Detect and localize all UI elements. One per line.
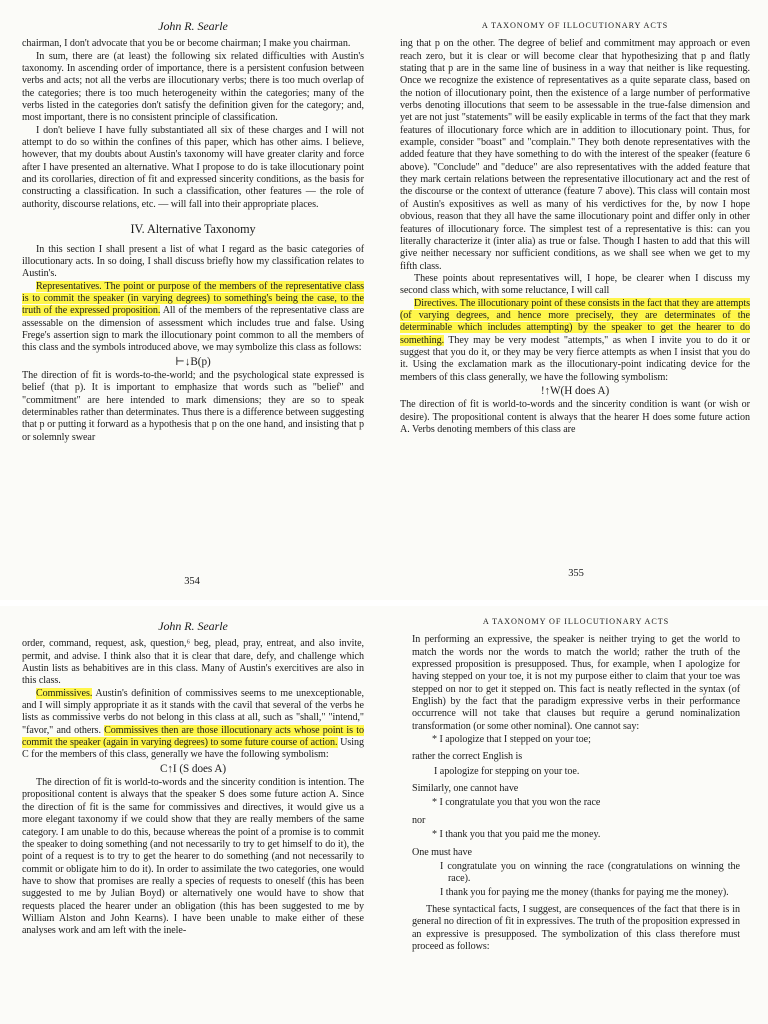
paragraph-text: They may be very modest "attempts," as when I invite you to do it or suggest that you do it, or they may be very fierce attempts as when I insist that you do it. Using the exclamation mark as the illocutionary-point indicating device for the members of this class generally, we have the following symbolism: bbox=[400, 334, 750, 383]
page-356 bbox=[0, 606, 384, 1024]
paragraph: The direction of fit is world-to-words and the sincerity condition is want (or wish or desire). The propositional content is always that the hearer H does some future action A. Verbs denoting members of this class are bbox=[400, 399, 750, 435]
page-357-body bbox=[412, 616, 740, 953]
symbolic-formula: ⊢↓B(p) bbox=[175, 355, 211, 368]
section-heading: IV. Alternative Taxonomy bbox=[130, 222, 256, 237]
paragraph: In this section I shall present a list of what I regard as the basic categories of illocutionary acts. In so doing, I shall discuss briefly how my classification relates to Austin's. bbox=[22, 243, 364, 280]
example-sentence: I congratulate you on winning the race (congratulations on winning the race). bbox=[440, 860, 740, 885]
paragraph: These points about representatives will, I hope, be clearer when I discuss my second class which, with some reluctance, I will call bbox=[400, 272, 750, 297]
connecting-text: Similarly, one cannot have bbox=[412, 783, 519, 795]
page-354-body bbox=[22, 20, 364, 444]
page-355 bbox=[384, 0, 768, 600]
paragraph: order, command, request, ask, question,⁶ beg, plead, pray, entreat, and also invite, permit, and advise. I think also that it is clear that dare, defy, and challenge which Austin lists as behabitives are in this class. Many of Austin's exercitives are also in this class. bbox=[22, 638, 364, 687]
paragraph-text: All of the members of the representative class are assessable on the dimension of assessment which includes true and false. Using Frege's assertion sign to mark the illocutionary point common to all the members of this class and the symbols introduced above, we may symbolize this class as follows: bbox=[22, 305, 365, 354]
paragraph-text: Austin's definition of commissives seems to me unexceptionable, and I will simply appropriate it as it stands with the cavil that several of the verbs he lists as commissive verbs do not belong in this class at all, such as "shall," "intend," "favor," and others. bbox=[22, 687, 364, 736]
running-head-author: John R. Searle bbox=[158, 19, 228, 33]
page-357 bbox=[384, 606, 768, 1024]
highlighted-text: Commissives. bbox=[36, 687, 93, 699]
page-354 bbox=[0, 0, 384, 600]
page-number: 355 bbox=[568, 568, 584, 579]
page-355-body bbox=[400, 20, 750, 436]
running-head-title: A TAXONOMY OF ILLOCUTIONARY ACTS bbox=[482, 617, 670, 626]
paragraph-representatives bbox=[22, 281, 364, 355]
paragraph: I don't believe I have fully substantiated all six of these charges and I will not attempt to do so within the confines of this paper, which has other aims. I believe, however, that my doubts about Austin's taxonomy will have greater clarity and force after I have presented an alternative. What I propose to do is take illocutionary point and its corollaries, direction of fit and expressed sincerity conditions, as the basis for constructing a classification. In such a classification, other features — the role of authority, discourse relations, etc. — will fall into their appropriate places. bbox=[22, 124, 364, 210]
paragraph: The direction of fit is words-to-the-world; and the psychological state expressed is belief (that p). It is important to emphasize that words such as "belief" and "commitment" are here intended to mark dimensions; they are so to speak determinables rather than determinates. Thus there is a difference between suggesting that p or putting it forward as a hypothesis that p on the one hand, and insisting that p or solemnly swear bbox=[22, 369, 364, 443]
paragraph: These syntactical facts, I suggest, are consequences of the fact that there is in general no direction of fit in expressives. The truth of the proposition expressed in an expressive is presupposed. The symbolization of this class therefore must proceed as follows: bbox=[412, 903, 740, 952]
symbolic-formula: C↑I (S does A) bbox=[159, 762, 227, 775]
paragraph: In performing an expressive, the speaker is neither trying to get the world to match the words nor the words to match the world; rather the truth of the expressed proposition is presupposed. Thus, for example, when I apologize for having stepped on your toe, it is not my purpose either to claim that your toe was stepped on nor to get it stepped on. This fact is neatly reflected in the syntax (of English) by the fact that the paradigm expressive verbs in their performance occurrence will not take that clauses but require a gerund nominalization transformation (or some other nominal). One cannot say: bbox=[412, 634, 740, 732]
example-sentence: I apologize for stepping on your toe. bbox=[434, 765, 580, 777]
example-sentence: * I thank you that you paid me the money. bbox=[432, 829, 601, 841]
highlighted-text: Representatives. The point or purpose of the members of the representative class is to commit the speaker (in varying degrees) to something's being the case, to the truth of the expressed proposition. bbox=[22, 280, 364, 317]
paragraph: chairman, I don't advocate that you be or become chairman; I make you chairman. bbox=[22, 38, 351, 50]
paragraph-commissives bbox=[22, 688, 364, 762]
paragraph: In sum, there are (at least) the following six related difficulties with Austin's taxonomy. In ascending order of importance, there is a persistent confusion between verbs and acts; not all the verbs are illocutionary verbs; there is too much overlap of the categories; there is too much heterogeneity within the categories; many of the verbs listed in the categories don't satisfy the definition given for the category; and, most important, there is no consistent principle of classification. bbox=[22, 50, 364, 124]
example-sentence: I thank you for paying me the money (thanks for paying me the money). bbox=[440, 886, 729, 898]
symbolic-formula: !↑W(H does A) bbox=[540, 384, 610, 397]
example-sentence: * I apologize that I stepped on your toe; bbox=[432, 734, 591, 746]
paragraph-directives bbox=[400, 298, 750, 384]
running-head-title: A TAXONOMY OF ILLOCUTIONARY ACTS bbox=[481, 21, 669, 30]
running-head-author: John R. Searle bbox=[158, 619, 228, 633]
paragraph: ing that p on the other. The degree of belief and commitment may approach or even reach zero, but it is clear or will become clear that hypothesizing that p and flatly stating that p are in the same line of business in a way that neither is like requesting. Once we recognize the existence of representatives as a quite separate class, based on the notion of illocutionary point, then the existence of a large number of performative verbs denoting illocutions that seem to be assessable in the true-false dimension and yet are not just "statements" will be easily explicable in terms of the fact that they mark features of illocutionary force which are in addition to illocutionary point. Thus, for example, consider "boast" and "complain." They both denote representatives with the added feature that they have something to do with the interest of the speaker (feature 6 above). "Conclude" and "deduce" are also representatives with the added feature that they mark certain relations between the representative illocutionary act and the rest of the discourse or the context of utterance (feature 7 above). This class will contain most of Austin's expositives as well as many of his verdictives for the, by now I hope obvious, reason that they all have the same illocutionary point and differ only in other features of illocutionary force. The simplest test of a representative is this: can you literally characterize it (inter alia) as true or false. Though I hasten to add that this will give neither necessary nor sufficient conditions, as we shall see when we get to my fifth class. bbox=[400, 38, 750, 272]
highlighted-text: Commissives then are those illocutionary acts whose point is to commit the speaker (again in varying degrees) to some future course of action. bbox=[22, 724, 364, 749]
connecting-text: One must have bbox=[412, 846, 472, 858]
page-number: 354 bbox=[184, 576, 200, 587]
page-356-body bbox=[22, 620, 364, 938]
connecting-text: nor bbox=[412, 814, 426, 826]
highlighted-text: Directives. The illocutionary point of these consists in the fact that they are attempts (of varying degrees, and hence more precisely, they are determinates of the determinable which includes attempting) by the speaker to get the hearer to do something. bbox=[400, 297, 750, 346]
example-sentence: * I congratulate you that you won the race bbox=[432, 797, 601, 809]
paragraph-text: Using C for the members of this class, generally we have the following symbolism: bbox=[22, 737, 364, 761]
paragraph: The direction of fit is world-to-words and the sincerity condition is intention. The propositional content is always that the speaker S does some future action A. Since the direction of fit is the same for commissives and directives, it would give us a more elegant taxonomy if we could show that they are really members of the same category. I am unable to do this, because whereas the point of a promise is to commit the speaker to doing something (and not necessarily to try to get himself to do it), the point of a request is to try to get the hearer to do something (and not necessarily to commit or obligate him to do it). In order to assimilate the two categories, one would have to show that promises are really a species of requests to oneself (this has been suggested to me by Julian Boyd) or alternatively one would have to show that requests placed the hearer under an obligation (this has been suggested to me by William Alston and John Kearns). I have been unable to make either of these analyses work and am left with the inele- bbox=[22, 777, 364, 937]
connecting-text: rather the correct English is bbox=[412, 751, 523, 763]
